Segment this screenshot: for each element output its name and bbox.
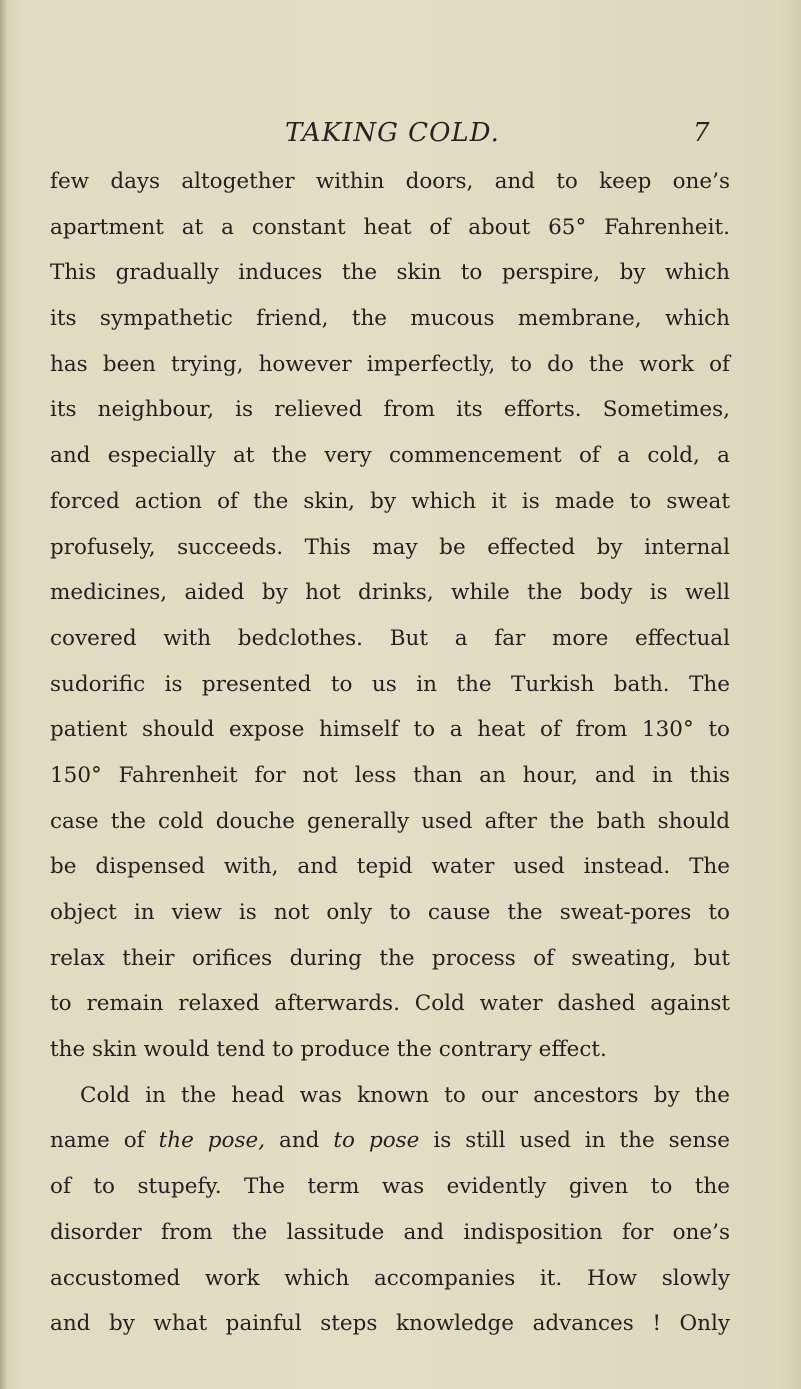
text-line: This gradually induces the skin to perspire, by which (50, 260, 730, 286)
text-line: and especially at the very commencement of a cold, a (50, 443, 730, 469)
text-line: the skin would tend to produce the contrary effect. (50, 1037, 607, 1063)
text-line: forced action of the skin, by which it is made to sweat (50, 488, 730, 514)
text-line: disorder from the lassitude and indisposition for one’s (50, 1219, 730, 1245)
text-line: its neighbour, is relieved from its efforts. Sometimes, (50, 397, 730, 423)
text-line: Cold in the head was known to our ancestors by the (80, 1082, 730, 1108)
text-line: object in view is not only to cause the sweat-pores to (50, 900, 730, 925)
text-run: name of (50, 1128, 159, 1154)
text-line: relax their orifices during the process of sweating, but (50, 945, 730, 971)
text-run: is still used in the sense (419, 1128, 730, 1154)
text-line: case the cold douche generally used after the bath should (50, 808, 730, 834)
text-line: medicines, aided by hot drinks, while the body is well (50, 580, 730, 606)
text-line: has been trying, however imperfectly, to do the work of (50, 351, 730, 377)
text-line: few days altogether within doors, and to keep one’s (50, 169, 730, 194)
text-line: apartment at a constant heat of about 65° Fahrenheit. (50, 214, 730, 240)
text-line: patient should expose himself to a heat of from 130° to (50, 717, 730, 743)
italic-term: to pose (333, 1128, 420, 1154)
text-line: sudorific is presented to us in the Turkish bath. The (50, 671, 730, 697)
text-line: to remain relaxed afterwards. Cold water dashed against (50, 991, 730, 1017)
page-number: 7 (693, 118, 710, 148)
running-head (0, 118, 801, 158)
italic-term: the pose, (158, 1128, 266, 1154)
text-line: be dispensed with, and tepid water used instead. The (50, 854, 730, 880)
text-line: and by what painful steps knowledge advances ! Only (50, 1311, 730, 1337)
text-line-with-italics (50, 1118, 730, 1164)
text-line: accustomed work which accompanies it. How slowly (50, 1265, 730, 1291)
spine-shadow (0, 0, 8, 1389)
text-line: of to stupefy. The term was evidently given to the (50, 1174, 730, 1200)
running-head-title: TAKING COLD. (285, 118, 500, 148)
body-text (50, 159, 730, 1347)
text-line: profusely, succeeds. This may be effected by internal (50, 534, 730, 560)
text-line: 150° Fahrenheit for not less than an hour, and in this (50, 762, 730, 788)
text-run: and (265, 1128, 334, 1154)
text-line: covered with bedclothes. But a far more effectual (50, 625, 730, 651)
text-line: its sympathetic friend, the mucous membrane, which (50, 306, 730, 332)
